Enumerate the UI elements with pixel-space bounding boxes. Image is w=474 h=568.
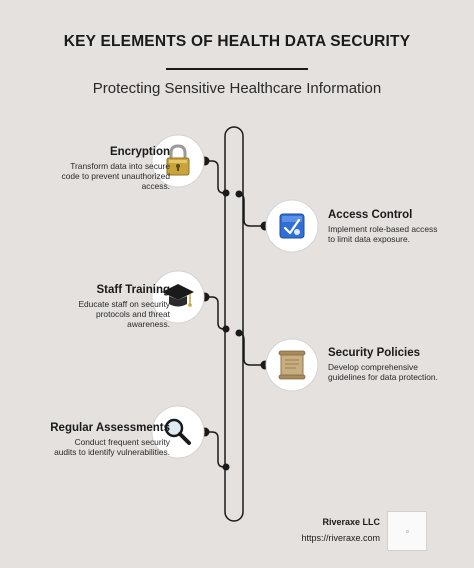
qr-code-image (387, 511, 427, 551)
scroll-icon (279, 351, 305, 379)
junction-dot (223, 190, 230, 197)
item-encryption (10, 146, 170, 191)
junction-dot (236, 330, 243, 337)
item-staff-training (10, 284, 170, 329)
item-title: Encryption (109, 146, 170, 158)
page-title: KEY ELEMENTS OF HEALTH DATA SECURITY (63, 33, 411, 50)
item-regular-assessments (10, 422, 170, 457)
connector-regular-assessments (205, 432, 226, 467)
qr-dot-icon (406, 530, 409, 533)
item-description: Educate staff on security protocols and threat awareness. (78, 299, 170, 330)
item-access-control (328, 209, 474, 244)
timeline-track (225, 127, 243, 521)
junction-dot (223, 464, 230, 471)
item-security-policies (328, 347, 474, 382)
footer-url-link[interactable]: https://riveraxe.com (301, 533, 380, 543)
connector-encryption (205, 161, 226, 193)
item-title: Regular Assessments (50, 422, 170, 434)
access-control-icon (280, 214, 304, 238)
item-title: Security Policies (328, 347, 421, 359)
item-title: Staff Training (96, 284, 170, 296)
item-description: Transform data into secure code to prevent unauthorized access. (61, 161, 170, 192)
page-subtitle: Protecting Sensitive Healthcare Information (92, 80, 382, 97)
connector-staff-training (205, 297, 226, 329)
item-description: Implement role-based access to limit data exposure. (328, 224, 438, 245)
junction-dot (223, 326, 230, 333)
item-description: Conduct frequent security audits to identify vulnerabilities. (54, 437, 170, 458)
item-description: Develop comprehensive guidelines for data protection. (328, 362, 438, 383)
connector-access-control (236, 194, 265, 226)
junction-dot (236, 191, 243, 198)
item-title: Access Control (328, 209, 413, 221)
connector-security-policies (236, 333, 265, 365)
footer-company: Riveraxe LLC (322, 517, 380, 527)
